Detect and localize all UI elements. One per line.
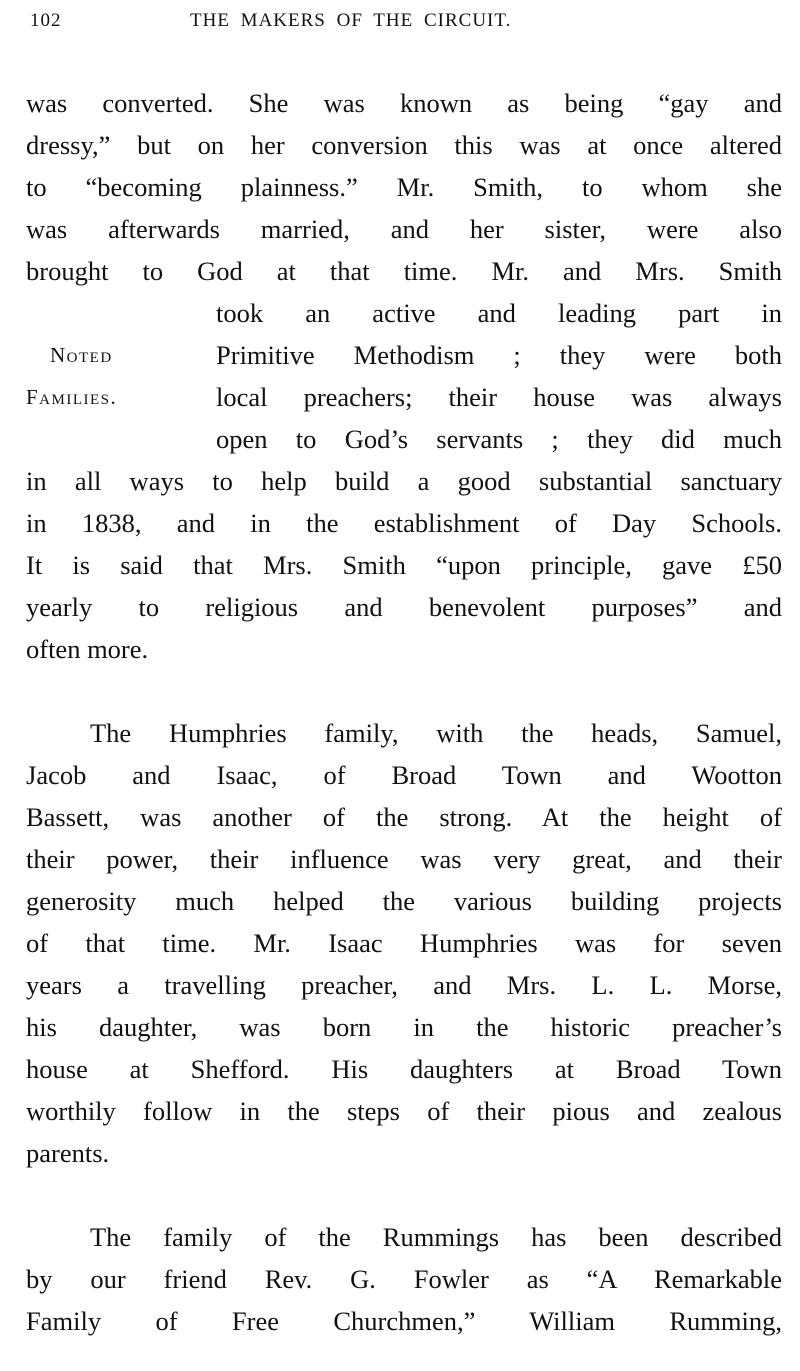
text-line [26, 334, 782, 376]
text-line-content: Family of Free Churchmen,” William Rumming, [26, 1306, 782, 1336]
text-line-content: Jacob and Isaac, of Broad Town and Wootton [26, 760, 782, 790]
text-line-content: The family of the Rummings has been described [90, 1222, 782, 1252]
text-line [26, 124, 782, 166]
text-line-content: took an active and leading part in [216, 298, 782, 328]
text-line-content: his daughter, was born in the historic preacher’s [26, 1012, 782, 1042]
text-line [26, 1216, 782, 1258]
text-line-content: to “becoming plainness.” Mr. Smith, to whom she [26, 172, 782, 202]
body-text [26, 82, 782, 1342]
sidenote-noted: Noted [50, 343, 113, 367]
text-line-content: their power, their influence was very great, and their [26, 844, 782, 874]
running-header [0, 4, 800, 40]
text-line-content: local preachers; their house was always [216, 382, 782, 412]
paragraph [26, 712, 782, 1174]
text-line [26, 418, 782, 460]
text-line [26, 922, 782, 964]
text-line-content: in all ways to help build a good substantial sanctuary [26, 466, 782, 496]
text-line [26, 208, 782, 250]
text-line [26, 292, 782, 334]
text-line [26, 502, 782, 544]
text-line-content: It is said that Mrs. Smith “upon principle, gave £50 [26, 550, 782, 580]
text-line [26, 1300, 782, 1342]
text-line [26, 1132, 782, 1174]
text-line-content: Bassett, was another of the strong. At the height of [26, 802, 782, 832]
text-line [26, 460, 782, 502]
text-line-content: open to God’s servants ; they did much [216, 424, 782, 454]
text-line-content: house at Shefford. His daughters at Broad Town [26, 1054, 782, 1084]
text-line [26, 544, 782, 586]
running-title: THE MAKERS OF THE CIRCUIT. [190, 10, 512, 31]
text-line-content: generosity much helped the various building projects [26, 886, 782, 916]
text-line [26, 880, 782, 922]
text-line [26, 838, 782, 880]
text-line [26, 1048, 782, 1090]
text-line-content: The Humphries family, with the heads, Samuel, [90, 718, 782, 748]
text-line-content: often more. [26, 634, 149, 664]
sidenote-families: Families. [26, 385, 118, 409]
text-line [26, 964, 782, 1006]
text-line-content: Primitive Methodism ; they were both [216, 340, 782, 370]
text-line-content: dressy,” but on her conversion this was at once altered [26, 130, 782, 160]
paragraph-gap [26, 670, 782, 712]
text-line-content: of that time. Mr. Isaac Humphries was for seven [26, 928, 782, 958]
text-line [26, 712, 782, 754]
text-line-content: was afterwards married, and her sister, were also [26, 214, 782, 244]
text-line [26, 82, 782, 124]
text-line [26, 1258, 782, 1300]
text-line-content: parents. [26, 1138, 110, 1168]
text-line-content: brought to God at that time. Mr. and Mrs. Smith [26, 256, 782, 286]
text-line [26, 1090, 782, 1132]
text-line-content: worthily follow in the steps of their pious and zealous [26, 1096, 782, 1126]
text-line [26, 1006, 782, 1048]
text-line [26, 796, 782, 838]
text-line-content: years a travelling preacher, and Mrs. L. L. Morse, [26, 970, 782, 1000]
text-line [26, 376, 782, 418]
text-line [26, 586, 782, 628]
text-line-content: in 1838, and in the establishment of Day Schools. [26, 508, 782, 538]
text-line-content: was converted. She was known as being “gay and [26, 88, 782, 118]
paragraph-gap [26, 1174, 782, 1216]
text-line [26, 628, 782, 670]
text-line-content: yearly to religious and benevolent purposes” and [26, 592, 782, 622]
page-number: 102 [30, 10, 62, 31]
paragraph [26, 82, 782, 670]
text-line [26, 754, 782, 796]
text-line [26, 166, 782, 208]
text-line [26, 250, 782, 292]
text-line-content: by our friend Rev. G. Fowler as “A Remarkable [26, 1264, 782, 1294]
paragraph [26, 1216, 782, 1342]
